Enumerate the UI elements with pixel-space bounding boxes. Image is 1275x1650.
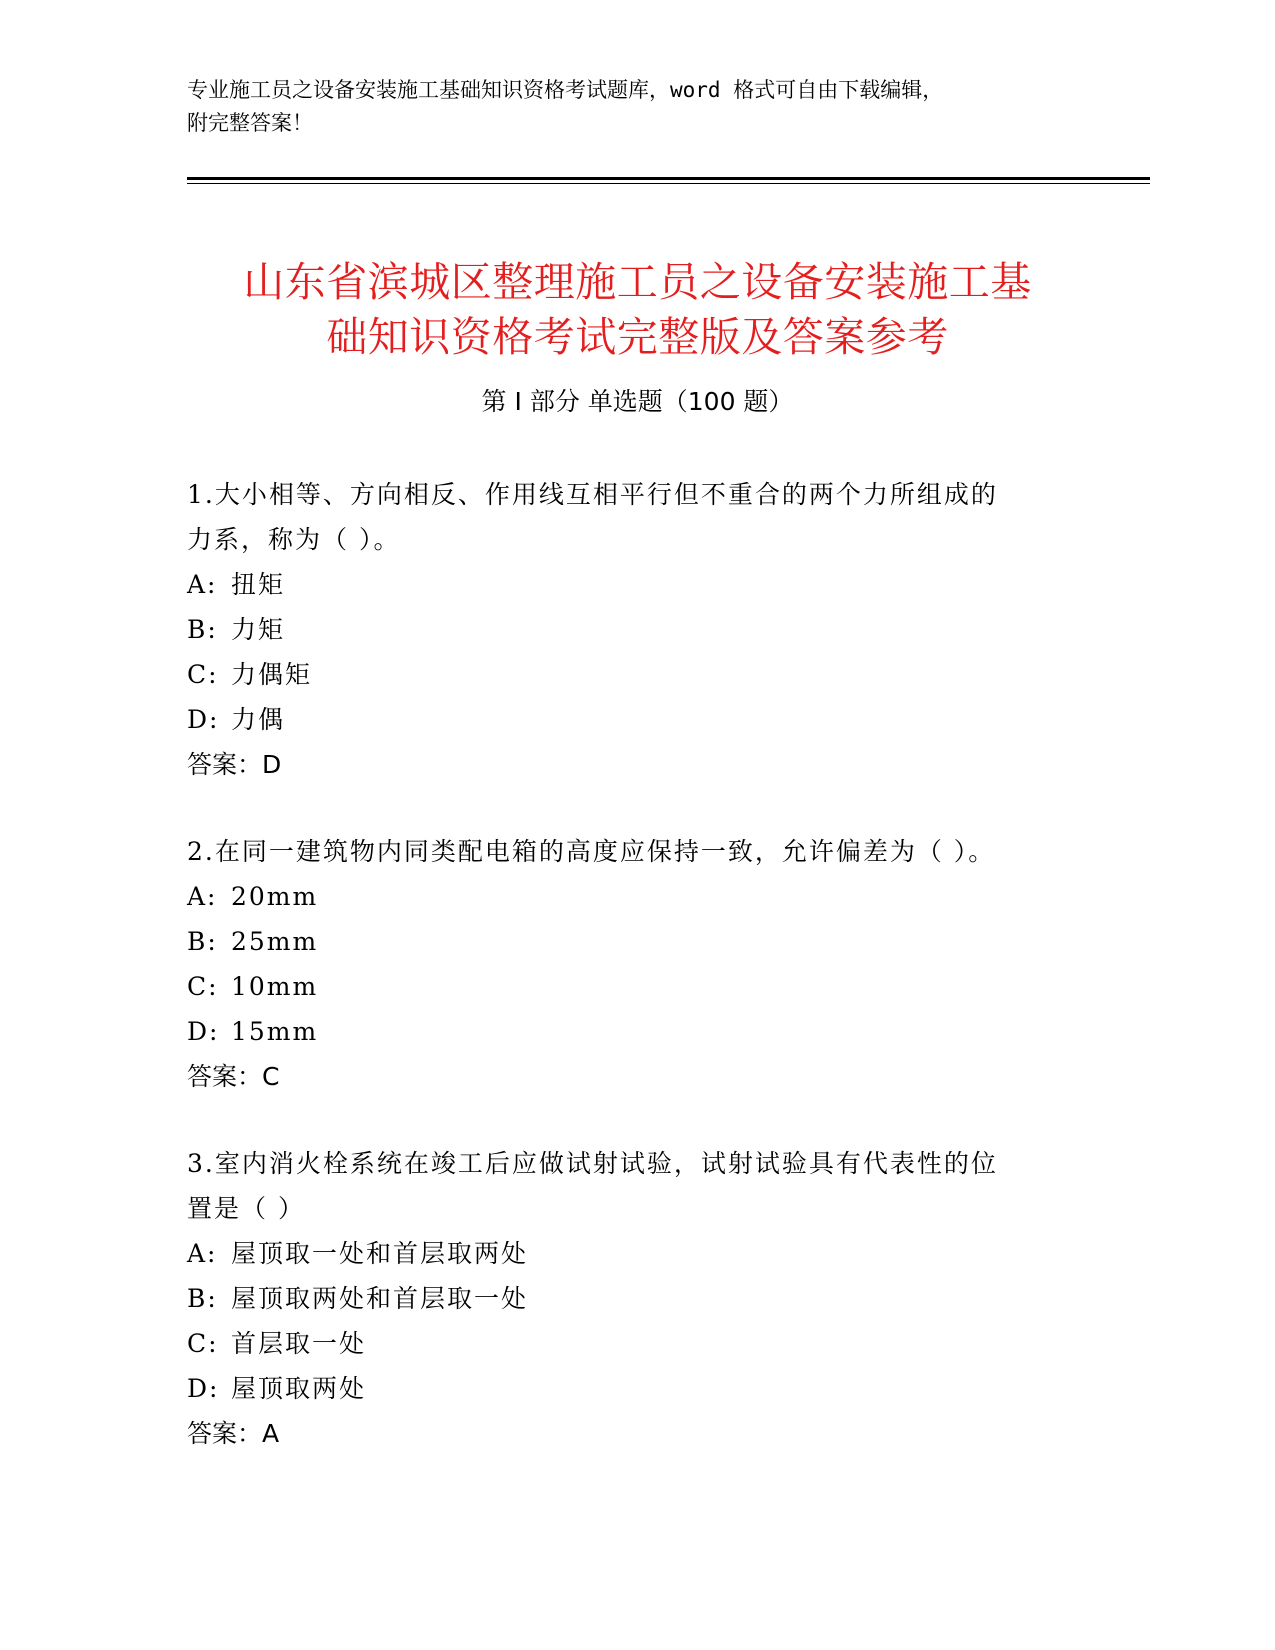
option-text: 力偶矩	[231, 660, 313, 689]
option-a	[187, 874, 1067, 919]
question-stem-line-1: 1.大小相等、方向相反、作用线互相平行但不重合的两个力所组成的	[187, 480, 998, 509]
header-note-line-1: 专业施工员之设备安装施工基础知识资格考试题库，word 格式可自由下载编辑，	[187, 78, 944, 102]
option-key: A:	[187, 570, 218, 599]
question-2	[187, 829, 1067, 1099]
option-text: 屋顶取一处和首层取两处	[231, 1239, 529, 1268]
question-stem-line-1: 2.在同一建筑物内同类配电箱的高度应保持一致，允许偏差为（ ）。	[187, 837, 996, 866]
question-list	[187, 472, 1067, 1498]
header-note-line-2: 附完整答案！	[187, 111, 313, 135]
option-key: A:	[187, 882, 218, 911]
option-d	[187, 1366, 1067, 1411]
answer: 答案：D	[187, 750, 282, 779]
option-key: C:	[187, 1329, 219, 1358]
question-stem	[187, 472, 1067, 562]
option-a	[187, 562, 1067, 607]
option-d	[187, 697, 1067, 742]
answer: 答案：A	[187, 1419, 280, 1448]
option-a	[187, 1231, 1067, 1276]
option-text: 25mm	[231, 927, 319, 956]
option-b	[187, 1276, 1067, 1321]
answer: 答案：C	[187, 1062, 280, 1091]
option-key: B:	[187, 1284, 218, 1313]
option-text: 力偶	[231, 705, 286, 734]
option-key: C:	[187, 972, 219, 1001]
option-key: D:	[187, 705, 220, 734]
option-text: 屋顶取两处和首层取一处	[231, 1284, 529, 1313]
question-stem-line-2: 置是（ ）	[187, 1194, 305, 1223]
option-text: 扭矩	[231, 570, 286, 599]
option-d	[187, 1009, 1067, 1054]
question-stem	[187, 829, 1067, 874]
option-c	[187, 652, 1067, 697]
option-text: 首层取一处	[231, 1329, 367, 1358]
option-key: B:	[187, 615, 218, 644]
option-b	[187, 919, 1067, 964]
option-text: 力矩	[231, 615, 286, 644]
question-stem-line-1: 3.室内消火栓系统在竣工后应做试射试验，试射试验具有代表性的位	[187, 1149, 998, 1178]
document-title-line-1: 山东省滨城区整理施工员之设备安装施工基	[243, 258, 1032, 307]
option-key: A:	[187, 1239, 218, 1268]
header-divider-thick	[187, 177, 1150, 180]
document-title	[160, 255, 1115, 365]
option-key: B:	[187, 927, 218, 956]
option-text: 10mm	[231, 972, 319, 1001]
option-c	[187, 1321, 1067, 1366]
option-b	[187, 607, 1067, 652]
option-text: 20mm	[231, 882, 319, 911]
option-text: 15mm	[231, 1017, 319, 1046]
section-heading: 第 I 部分 单选题（100 题）	[481, 387, 794, 416]
header-note	[187, 74, 1067, 140]
question-stem	[187, 1141, 1067, 1231]
option-key: D:	[187, 1017, 220, 1046]
question-3	[187, 1141, 1067, 1456]
question-stem-line-2: 力系，称为（ ）。	[187, 525, 401, 554]
option-c	[187, 964, 1067, 1009]
question-1	[187, 472, 1067, 787]
option-key: C:	[187, 660, 219, 689]
option-key: D:	[187, 1374, 220, 1403]
document-title-line-2: 础知识资格考试完整版及答案参考	[326, 313, 949, 362]
option-text: 屋顶取两处	[231, 1374, 367, 1403]
header-divider-thin	[187, 183, 1150, 184]
